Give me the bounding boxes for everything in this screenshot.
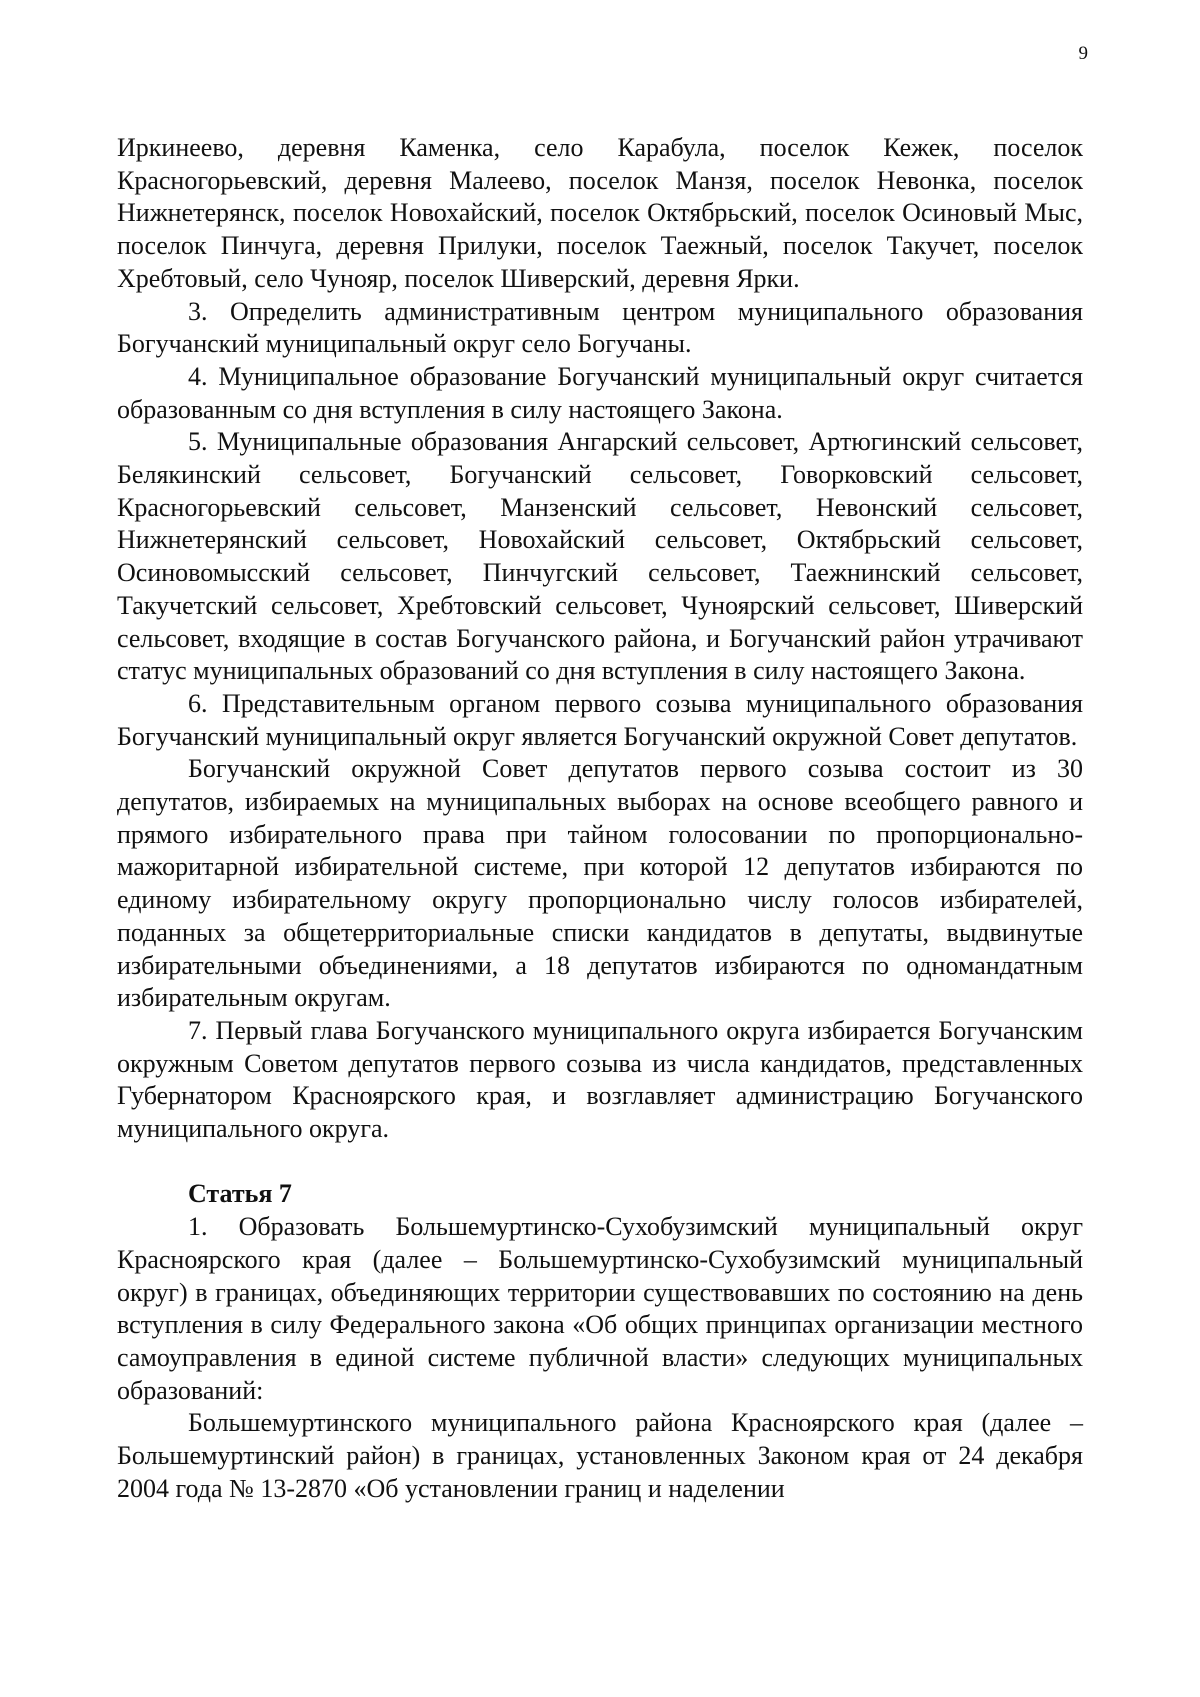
- paragraph-continuation: Иркинеево, деревня Каменка, село Карабула, поселок Кежек, поселок Красногорьевский, деревня Малеево, поселок Манзя, поселок Невонка, поселок Нижнетерянск, поселок Новохайский, поселок Октябрьский, поселок Осиновый Мыс, поселок Пинчуга, деревня Прилуки, поселок Таежный, поселок Такучет, поселок Хребтовый, село Чунояр, поселок Шиверский, деревня Ярки.: [117, 133, 1083, 293]
- paragraph-item-5: 5. Муниципальные образования Ангарский сельсовет, Артюгинский сельсовет, Белякинский сельсовет, Богучанский сельсовет, Говорковский сельсовет, Красногорьевский сельсовет, Манзенский сельсовет, Невонский сельсовет, Нижнетерянский сельсовет, Новохайский сельсовет, Октябрьский сельсовет, Осиновомысский сельсовет, Пинчугский сельсовет, Таежнинский сельсовет, Такучетский сельсовет, Хребтовский сельсовет, Чуноярский сельсовет, Шиверский сельсовет, входящие в состав Богучанского района, и Богучанский район утрачивают статус муниципальных образований со дня вступления в силу настоящего Закона.: [117, 427, 1083, 686]
- paragraph-item-3: 3. Определить административным центром муниципального образования Богучанский муниципальный округ село Богучаны.: [117, 296, 1083, 359]
- paragraph-council-composition: Богучанский окружной Совет депутатов первого созыва состоит из 30 депутатов, избираемых на муниципальных выборах на основе всеобщего равного и прямого избирательного права при тайном голосовании по пропорционально-мажоритарной избирательной системе, при которой 12 депутатов избираются по единому избирательному округу пропорционально числу голосов избирателей, поданных за общетерриториальные списки кандидатов в депутаты, выдвинутые избирательными объединениями, а 18 депутатов избираются по одномандатным избирательным округам.: [117, 754, 1083, 1013]
- article-title: Статья 7: [188, 1179, 292, 1209]
- article-paragraph-2: Большемуртинского муниципального района Красноярского края (далее – Большемуртинский район) в границах, установленных Законом края от 24 декабря 2004 года № 13-2870 «Об установлении границ и наделении: [117, 1408, 1083, 1503]
- paragraph-item-6: 6. Представительным органом первого созыва муниципального образования Богучанский муниципальный округ является Богучанский окружной Совет депутатов.: [117, 688, 1083, 751]
- article-paragraph-1: 1. Образовать Большемуртинско-Сухобузимский муниципальный округ Красноярского края (далее – Большемуртинско-Сухобузимский муниципальный округ) в границах, объединяющих территории существовавших по состоянию на день вступления в силу Федерального закона «Об общих принципах организации местного самоуправления в единой системе публичной власти» следующих муниципальных образований:: [117, 1212, 1083, 1405]
- page-number: 9: [1078, 43, 1088, 64]
- paragraph-item-4: 4. Муниципальное образование Богучанский муниципальный округ считается образованным со дня вступления в силу настоящего Закона.: [117, 361, 1083, 424]
- paragraph-item-7: 7. Первый глава Богучанского муниципального округа избирается Богучанским окружным Советом депутатов первого созыва из числа кандидатов, представленных Губернатором Красноярского края, и возглавляет администрацию Богучанского муниципального округа.: [117, 1015, 1083, 1144]
- document-body: [117, 132, 1083, 1506]
